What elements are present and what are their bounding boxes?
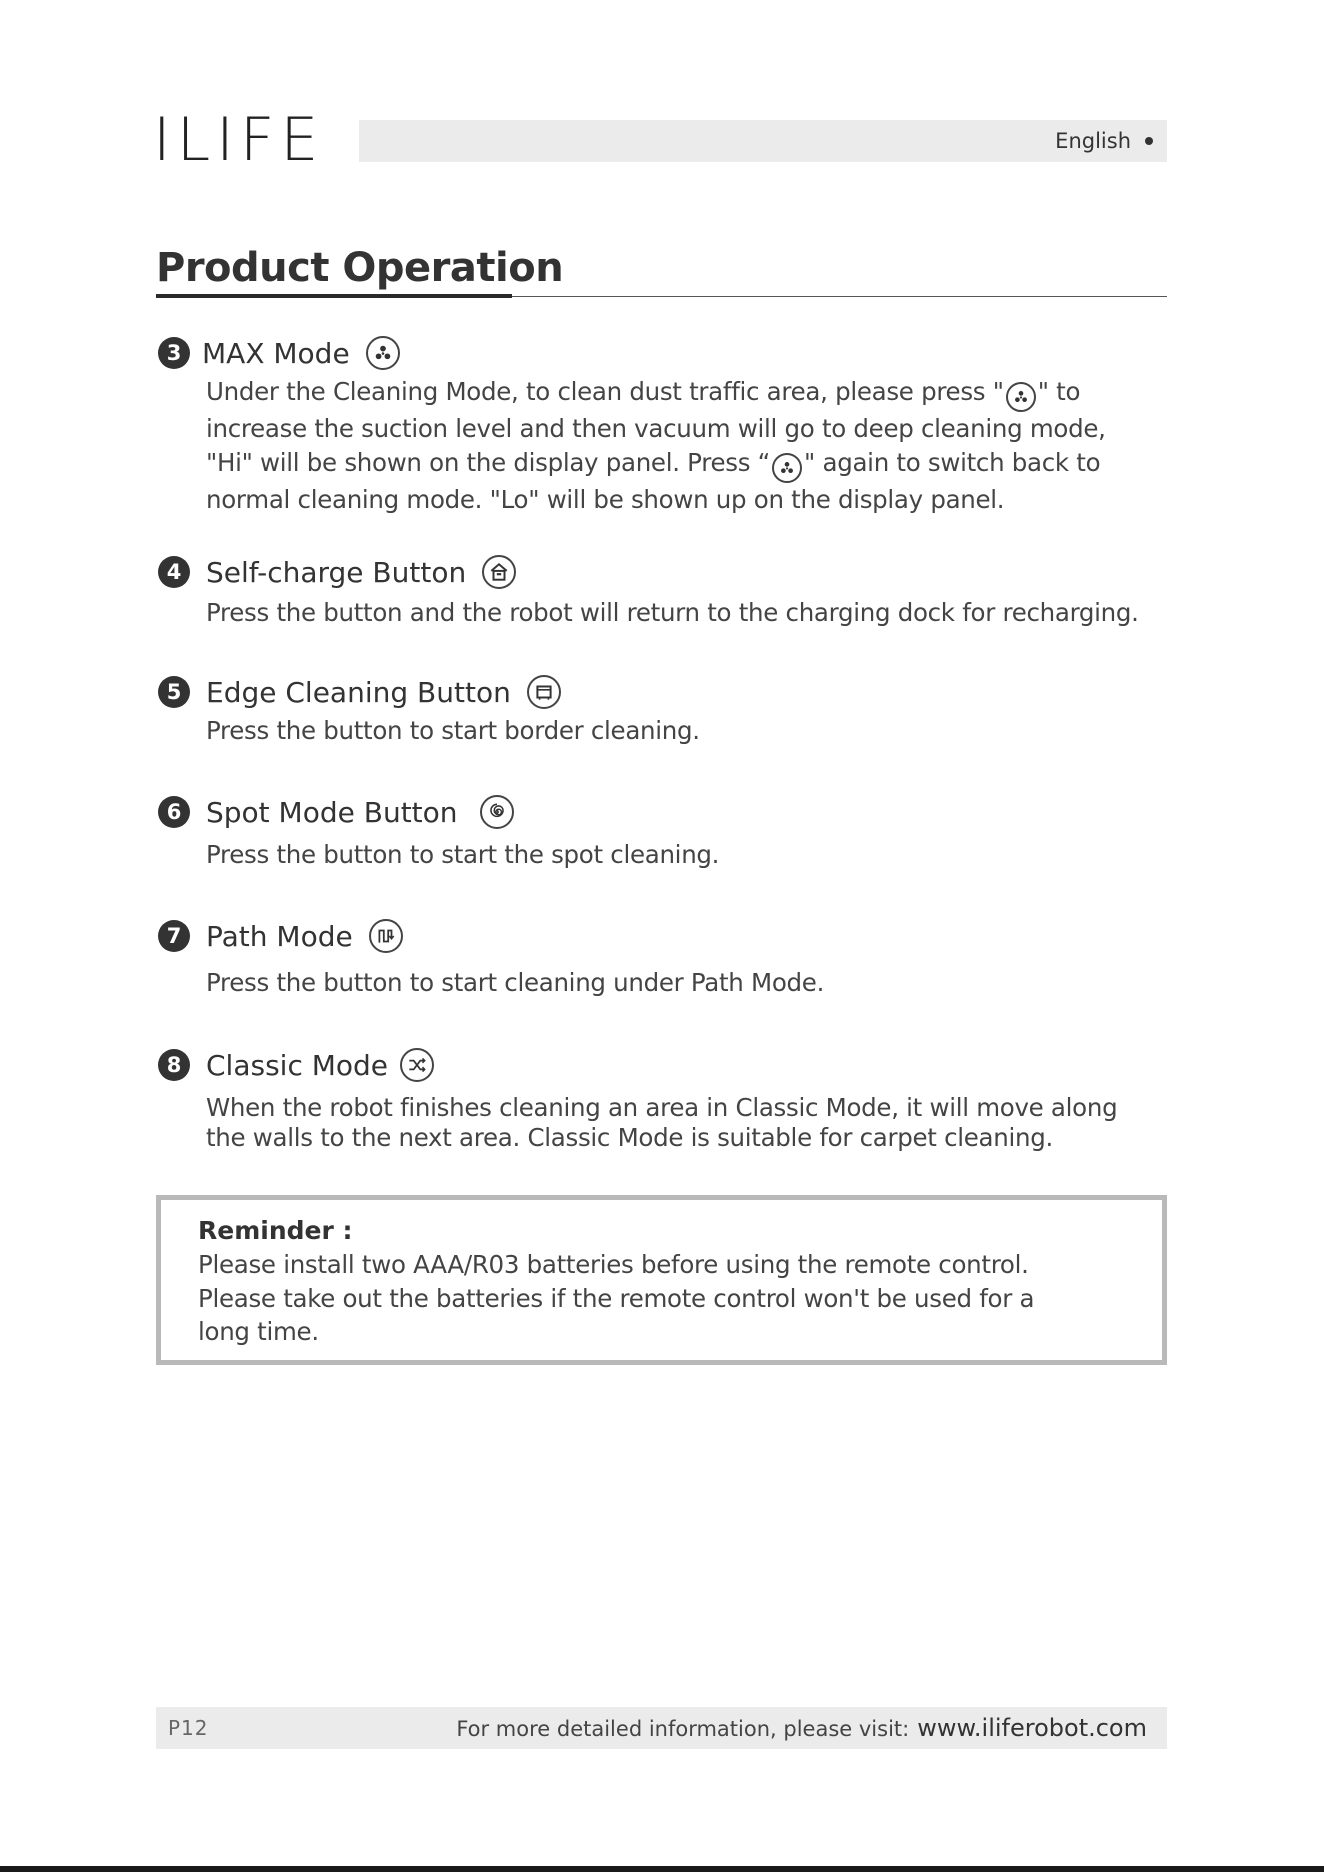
reminder-line: Please install two AAA/R03 batteries before using the remote control.	[198, 1250, 1029, 1279]
item-description	[158, 375, 1178, 516]
shuffle-icon	[400, 1048, 434, 1082]
fan-icon	[1006, 382, 1036, 412]
title-underline	[156, 294, 512, 298]
item-number-badge: 6	[158, 796, 190, 828]
reminder-line: Please take out the batteries if the remote control won't be used for a	[198, 1283, 1035, 1313]
desc-text: Press the button and the robot will return to the charging dock for recharging.	[206, 598, 1139, 627]
footer-bar	[156, 1707, 1167, 1749]
reminder-title: Reminder :	[198, 1216, 353, 1245]
bottom-edge	[0, 1866, 1324, 1872]
item-number-badge: 8	[158, 1049, 190, 1081]
page-number: P12	[168, 1716, 209, 1740]
footer-text: For more detailed information, please visit:	[456, 1717, 910, 1741]
item-max-mode	[158, 333, 1178, 516]
desc-text: " to	[1037, 377, 1081, 406]
desc-text: increase the suction level and then vacuum will go to deep cleaning mode,	[206, 414, 1106, 443]
desc-text: Under the Cleaning Mode, to clean dust traffic area, please press "	[206, 377, 1004, 406]
reminder-line: long time.	[198, 1317, 319, 1346]
fan-icon	[772, 453, 802, 483]
desc-text: " again to switch back to	[804, 447, 1101, 477]
item-number-badge: 5	[158, 676, 190, 708]
desc-text: Press the button to start border cleaning.	[206, 716, 700, 745]
item-self-charge	[158, 552, 1178, 630]
item-title: Edge Cleaning Button	[206, 675, 511, 709]
spiral-icon	[480, 795, 514, 829]
language-dot-icon	[1145, 137, 1153, 145]
item-number-badge: 7	[158, 920, 190, 952]
language-bar	[359, 120, 1167, 162]
desc-text: Press the button to start cleaning under Path Mode.	[206, 968, 825, 997]
fan-icon	[366, 336, 400, 370]
desc-text: normal cleaning mode. "Lo" will be shown up on the display panel.	[206, 484, 1005, 514]
desc-text: the walls to the next area. Classic Mode is suitable for carpet cleaning.	[206, 1123, 1053, 1152]
desc-text: Press the button to start the spot cleaning.	[206, 840, 720, 869]
item-title: Self-charge Button	[206, 555, 467, 589]
reminder-box	[156, 1195, 1167, 1365]
brand-logo: ILIFE	[153, 105, 325, 175]
item-classic-mode	[158, 1045, 1178, 1153]
item-title: Classic Mode	[206, 1048, 389, 1082]
item-path-mode	[158, 916, 1178, 1000]
edge-icon	[527, 675, 561, 709]
desc-text: "Hi" will be shown on the display panel. Press “	[206, 447, 771, 477]
item-number-badge: 3	[158, 337, 190, 369]
item-edge-cleaning	[158, 672, 1178, 748]
path-icon	[369, 919, 403, 953]
language-label: English	[1055, 129, 1131, 153]
item-spot-mode	[158, 792, 1178, 872]
item-number-badge: 4	[158, 556, 190, 588]
item-title: Spot Mode Button	[206, 795, 458, 829]
title-rule	[512, 296, 1167, 297]
item-title: Path Mode	[206, 919, 353, 953]
footer-url-link[interactable]: www.iliferobot.com	[917, 1714, 1147, 1742]
page-title: Product Operation	[156, 245, 564, 291]
item-title: MAX Mode	[202, 336, 350, 370]
home-dock-icon	[482, 555, 516, 589]
desc-text: When the robot finishes cleaning an area in Classic Mode, it will move along	[206, 1093, 1118, 1122]
